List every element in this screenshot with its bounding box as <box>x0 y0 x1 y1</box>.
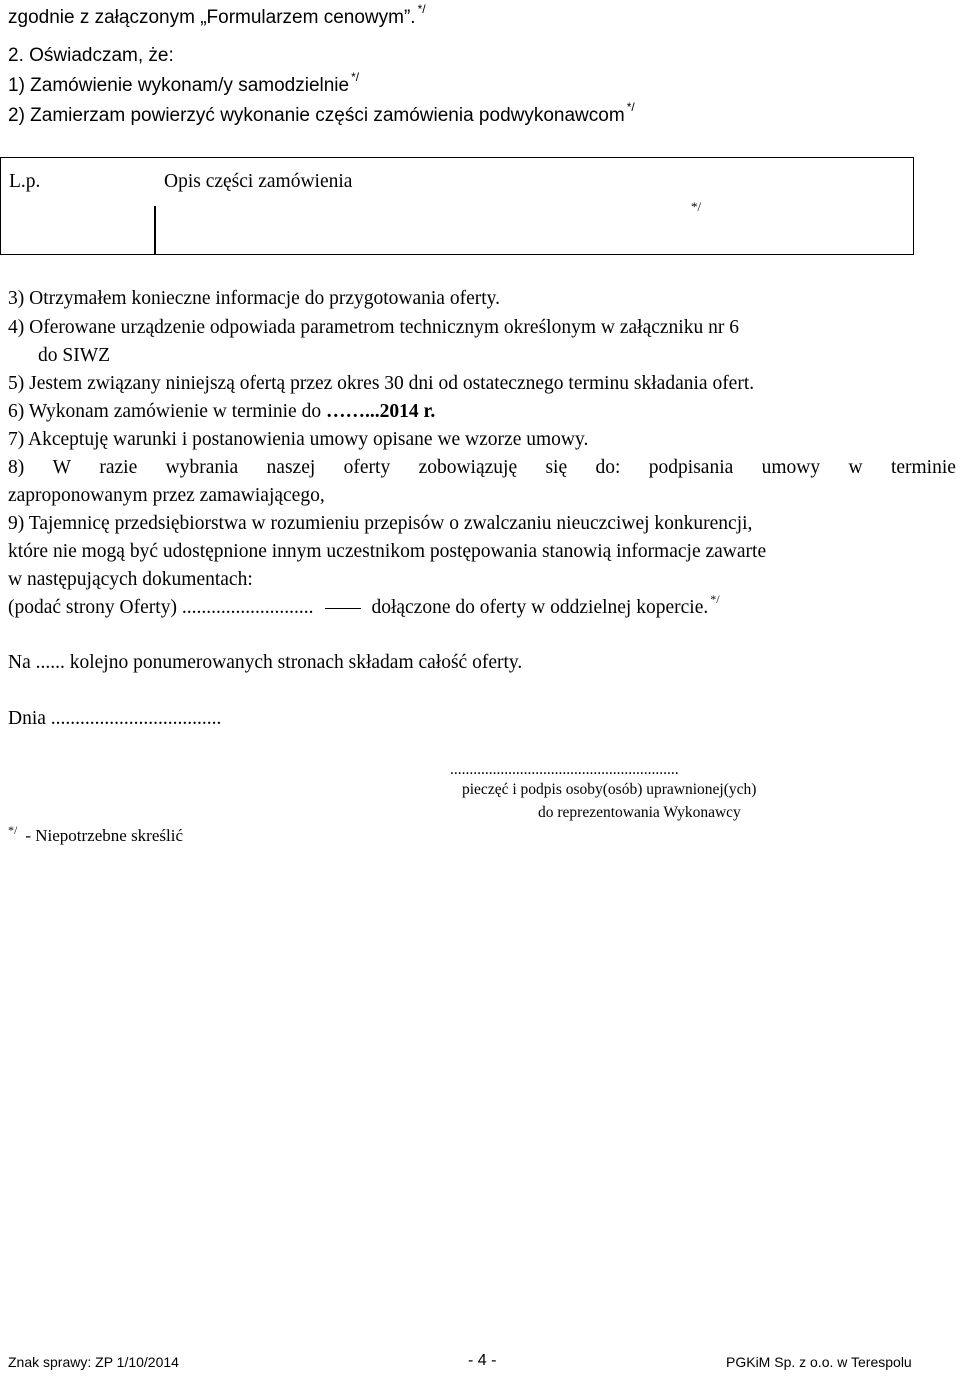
statement-9-line2: które nie mogą być udostępnione innym uczestnikom postępowania stanowią informacje zawarte <box>8 541 767 562</box>
table-column-divider <box>154 206 156 254</box>
intro-line: zgodnie z załączonym „Formularzem cenowym”. */ <box>8 2 426 28</box>
footnote-marker: */ <box>710 592 720 606</box>
statement-2: 2) Zamierzam powierzyć wykonanie części zamówienia podwykonawcom */ <box>8 100 635 126</box>
footer-page-number: - 4 - <box>468 1352 497 1369</box>
statement-heading: 2. Oświadczam, że: <box>8 45 174 66</box>
signature-dots: ........................................................... <box>450 761 679 778</box>
footnote: */ - Niepotrzebne skreślić <box>8 823 184 845</box>
table-header-lp: L.p. <box>9 171 41 192</box>
footnote-marker: */ <box>626 100 635 114</box>
signature-caption-2: do reprezentowania Wykonawcy <box>538 804 741 821</box>
subcontract-table <box>0 157 914 255</box>
statement-8: 8) W razie wybrania naszej oferty zobowiązuję się do: podpisania umowy w terminie <box>8 457 956 478</box>
date-line: Dnia ................................... <box>8 708 222 729</box>
statement-1: 1) Zamówienie wykonam/y samodzielnie */ <box>8 70 360 96</box>
footer-case-number: Znak sprawy: ZP 1/10/2014 <box>8 1354 179 1370</box>
table-header-description: Opis części zamówienia <box>164 171 353 192</box>
statement-4-cont: do SIWZ <box>38 345 111 366</box>
statement-6: 6) Wykonam zamówienie w terminie do ……...2014 r. <box>8 401 436 422</box>
footnote-marker: */ <box>351 70 360 84</box>
statement-9-line4: (podać strony Oferty) ........................... dołączone do oferty w oddzielnej kopercie. */ <box>8 592 720 618</box>
deadline-value: ……...2014 r. <box>325 401 436 422</box>
footnote-marker: */ <box>417 2 426 16</box>
footer-company: PGKiM Sp. z o.o. w Terespolu <box>726 1354 912 1370</box>
page-count-line: Na ...... kolejno ponumerowanych stronach składam całość oferty. <box>8 652 523 673</box>
statement-9-line3: w następujących dokumentach: <box>8 569 253 590</box>
statement-8-cont: zaproponowanym przez zamawiającego, <box>8 485 325 506</box>
dash-separator <box>325 608 361 609</box>
statement-9: 9) Tajemnicę przedsiębiorstwa w rozumieniu przepisów o zwalczaniu nieuczciwej konkurencji, <box>8 513 753 534</box>
signature-caption-1: pieczęć i podpis osoby(osób) uprawnionej(ych) <box>462 781 757 798</box>
statement-5: 5) Jestem związany niniejszą ofertą przez okres 30 dni od ostatecznego terminu składania ofert. <box>8 373 755 394</box>
statement-3: 3) Otrzymałem konieczne informacje do przygotowania oferty. <box>8 288 500 309</box>
statement-7: 7) Akceptuję warunki i postanowienia umowy opisane we wzorze umowy. <box>8 429 589 450</box>
table-footnote-marker: */ <box>691 199 702 214</box>
statement-4: 4) Oferowane urządzenie odpowiada parametrom technicznym określonym w załączniku nr 6 <box>8 317 739 338</box>
